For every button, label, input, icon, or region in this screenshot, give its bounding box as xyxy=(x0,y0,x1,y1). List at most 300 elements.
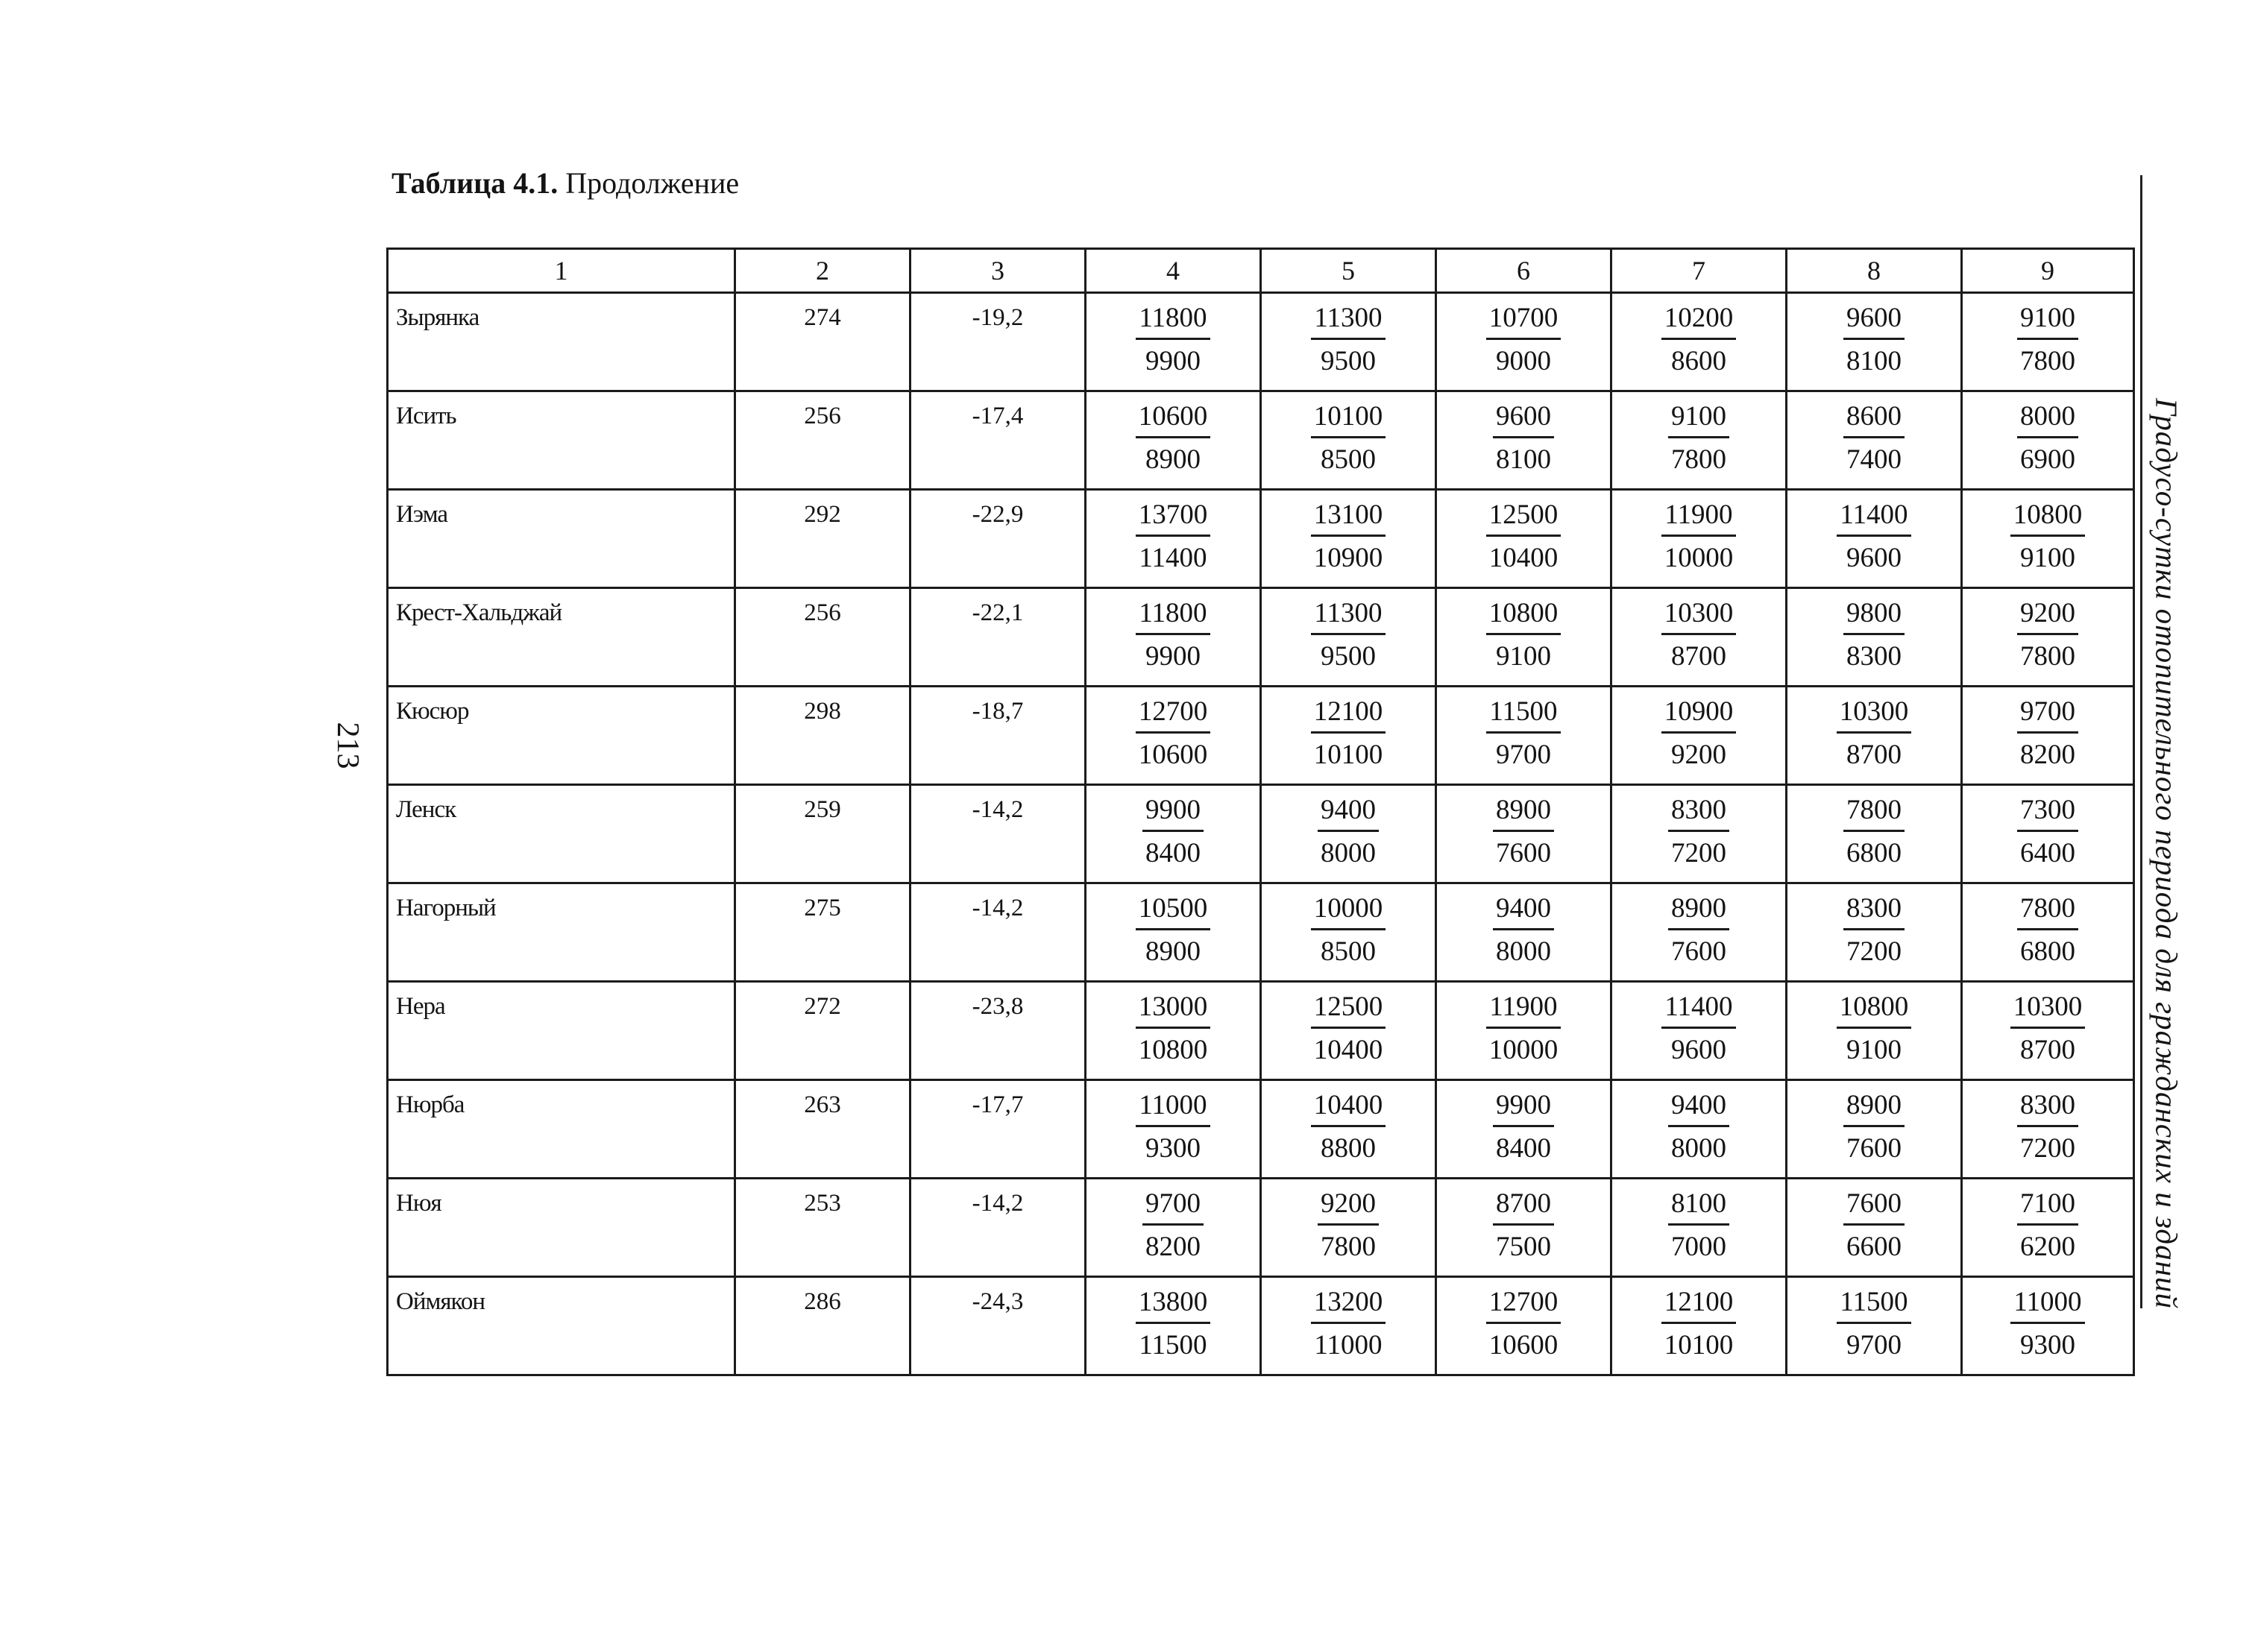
denominator: 6400 xyxy=(2020,838,2075,868)
column-2-value: 274 xyxy=(735,293,911,391)
column-8-fraction xyxy=(1787,982,1962,1080)
fraction xyxy=(2017,403,2078,473)
denominator: 8000 xyxy=(1496,936,1551,967)
numerator: 12500 xyxy=(1311,993,1386,1029)
denominator: 8200 xyxy=(2020,740,2075,770)
numerator: 13800 xyxy=(1136,1288,1211,1324)
running-header-text: Градусо-сутки отопительного периода для гражданских и зданий xyxy=(2149,398,2184,1309)
fraction xyxy=(1311,501,1386,572)
column-2-value: 253 xyxy=(735,1179,911,1277)
column-4-fraction xyxy=(1086,293,1261,391)
fraction xyxy=(1661,1288,1737,1359)
fraction xyxy=(1661,501,1735,572)
numerator: 11300 xyxy=(1311,599,1385,635)
denominator: 6800 xyxy=(2020,936,2075,967)
fraction xyxy=(1136,403,1211,473)
fraction xyxy=(1136,501,1211,572)
settlement-name: Нагорный xyxy=(388,883,735,982)
numerator: 7800 xyxy=(2017,895,2078,930)
denominator: 6600 xyxy=(1846,1232,1902,1262)
numerator: 10900 xyxy=(1661,698,1737,734)
numerator: 11000 xyxy=(2010,1288,2084,1324)
denominator: 10900 xyxy=(1313,543,1383,573)
numerator: 11300 xyxy=(1311,304,1385,340)
denominator: 7600 xyxy=(1846,1133,1902,1164)
fraction xyxy=(1136,1288,1211,1359)
column-8-fraction xyxy=(1787,1080,1962,1179)
column-5-fraction xyxy=(1261,293,1436,391)
column-5-fraction xyxy=(1261,391,1436,490)
column-2-value: 263 xyxy=(735,1080,911,1179)
numerator: 9600 xyxy=(1493,403,1554,438)
page-number: 213 xyxy=(330,722,365,769)
denominator: 7800 xyxy=(2020,346,2075,376)
fraction xyxy=(1843,1091,1905,1162)
numerator: 11500 xyxy=(1486,698,1560,734)
table-row xyxy=(388,883,2134,982)
numerator: 8900 xyxy=(1493,796,1554,832)
denominator: 8100 xyxy=(1846,346,1902,376)
fraction xyxy=(1136,304,1210,375)
denominator: 6900 xyxy=(2020,444,2075,475)
denominator: 7200 xyxy=(1846,936,1902,967)
column-number-7: 7 xyxy=(1611,249,1787,293)
table-caption-label: Таблица 4.1. xyxy=(391,166,559,200)
settlement-name: Нюрба xyxy=(388,1080,735,1179)
fraction xyxy=(1493,1190,1554,1261)
denominator: 8300 xyxy=(1846,641,1902,672)
fraction xyxy=(1142,796,1204,867)
settlement-name: Нера xyxy=(388,982,735,1080)
column-7-fraction xyxy=(1611,391,1787,490)
fraction xyxy=(2017,698,2078,769)
column-4-fraction xyxy=(1086,785,1261,883)
column-number-8: 8 xyxy=(1787,249,1962,293)
numerator: 8700 xyxy=(1493,1190,1554,1226)
denominator: 9700 xyxy=(1495,740,1551,770)
table-row xyxy=(388,490,2134,588)
fraction xyxy=(1486,501,1561,572)
header-row xyxy=(388,249,2134,293)
column-9-fraction xyxy=(1962,490,2134,588)
denominator: 7000 xyxy=(1671,1232,1726,1262)
denominator: 10400 xyxy=(1488,543,1559,573)
fraction xyxy=(1311,895,1386,965)
denominator: 7400 xyxy=(1846,444,1902,475)
column-2-value: 259 xyxy=(735,785,911,883)
column-3-value: -24,3 xyxy=(911,1277,1086,1375)
fraction xyxy=(1311,403,1386,473)
settlement-name: Иэма xyxy=(388,490,735,588)
settlement-name: Крест-Хальджай xyxy=(388,588,735,687)
denominator: 10000 xyxy=(1664,543,1734,573)
column-6-fraction xyxy=(1436,1277,1611,1375)
denominator: 8900 xyxy=(1145,936,1201,967)
denominator: 9500 xyxy=(1320,641,1376,672)
column-8-fraction xyxy=(1787,1179,1962,1277)
numerator: 13100 xyxy=(1311,501,1386,537)
denominator: 7500 xyxy=(1496,1232,1551,1262)
fraction xyxy=(1668,796,1729,867)
fraction xyxy=(1843,599,1905,670)
fraction xyxy=(1661,599,1737,670)
column-8-fraction xyxy=(1787,883,1962,982)
column-2-value: 256 xyxy=(735,391,911,490)
table-row xyxy=(388,785,2134,883)
denominator: 8500 xyxy=(1321,936,1376,967)
fraction xyxy=(1311,599,1385,670)
column-5-fraction xyxy=(1261,883,1436,982)
fraction xyxy=(1493,1091,1554,1162)
denominator: 10100 xyxy=(1664,1330,1734,1361)
fraction xyxy=(2017,599,2078,670)
column-2-value: 292 xyxy=(735,490,911,588)
column-2-value: 286 xyxy=(735,1277,911,1375)
numerator: 9700 xyxy=(1142,1190,1204,1226)
numerator: 9400 xyxy=(1318,796,1379,832)
numerator: 12700 xyxy=(1136,698,1211,734)
column-2-value: 275 xyxy=(735,883,911,982)
fraction xyxy=(1493,403,1554,473)
table-row xyxy=(388,687,2134,785)
table-row xyxy=(388,982,2134,1080)
fraction xyxy=(1843,1190,1905,1261)
numerator: 11400 xyxy=(1837,501,1910,537)
column-9-fraction xyxy=(1962,785,2134,883)
numerator: 9400 xyxy=(1493,895,1554,930)
degree-days-table xyxy=(386,248,2135,1376)
numerator: 7100 xyxy=(2017,1190,2078,1226)
numerator: 8300 xyxy=(1668,796,1729,832)
fraction xyxy=(2017,796,2078,867)
fraction xyxy=(1136,599,1210,670)
column-5-fraction xyxy=(1261,687,1436,785)
denominator: 8600 xyxy=(1671,346,1726,376)
numerator: 9700 xyxy=(2017,698,2078,734)
column-7-fraction xyxy=(1611,982,1787,1080)
numerator: 8000 xyxy=(2017,403,2078,438)
fraction xyxy=(1486,304,1561,375)
fraction xyxy=(1661,993,1735,1064)
numerator: 12100 xyxy=(1661,1288,1737,1324)
fraction xyxy=(2017,304,2078,375)
column-2-value: 256 xyxy=(735,588,911,687)
column-8-fraction xyxy=(1787,293,1962,391)
fraction xyxy=(1668,1190,1729,1261)
table-caption xyxy=(391,168,739,198)
denominator: 8700 xyxy=(2020,1035,2075,1065)
table-row xyxy=(388,1080,2134,1179)
column-7-fraction xyxy=(1611,293,1787,391)
column-3-value: -14,2 xyxy=(911,883,1086,982)
fraction xyxy=(1661,304,1737,375)
fraction xyxy=(1486,1288,1561,1359)
table-row xyxy=(388,1179,2134,1277)
fraction xyxy=(1486,599,1561,670)
column-9-fraction xyxy=(1962,1277,2134,1375)
column-7-fraction xyxy=(1611,785,1787,883)
denominator: 7800 xyxy=(1321,1232,1376,1262)
column-3-value: -17,7 xyxy=(911,1080,1086,1179)
column-5-fraction xyxy=(1261,1080,1436,1179)
fraction xyxy=(1661,698,1737,769)
column-9-fraction xyxy=(1962,588,2134,687)
column-number-6: 6 xyxy=(1436,249,1611,293)
column-6-fraction xyxy=(1436,1179,1611,1277)
column-number-4: 4 xyxy=(1086,249,1261,293)
fraction xyxy=(1136,698,1211,769)
numerator: 9900 xyxy=(1142,796,1204,832)
column-3-value: -14,2 xyxy=(911,1179,1086,1277)
numerator: 7300 xyxy=(2017,796,2078,832)
denominator: 8800 xyxy=(1321,1133,1376,1164)
numerator: 10200 xyxy=(1661,304,1737,340)
column-9-fraction xyxy=(1962,293,2134,391)
column-3-value: -23,8 xyxy=(911,982,1086,1080)
column-7-fraction xyxy=(1611,588,1787,687)
column-3-value: -14,2 xyxy=(911,785,1086,883)
fraction xyxy=(2017,895,2078,965)
denominator: 6200 xyxy=(2020,1232,2075,1262)
table-row xyxy=(388,1277,2134,1375)
fraction xyxy=(1493,796,1554,867)
denominator: 10600 xyxy=(1488,1330,1559,1361)
fraction xyxy=(1668,1091,1729,1162)
fraction xyxy=(1311,1288,1386,1359)
numerator: 11500 xyxy=(1837,1288,1910,1324)
numerator: 8900 xyxy=(1843,1091,1905,1127)
column-4-fraction xyxy=(1086,391,1261,490)
column-7-fraction xyxy=(1611,883,1787,982)
fraction xyxy=(1843,895,1905,965)
column-7-fraction xyxy=(1611,1179,1787,1277)
column-5-fraction xyxy=(1261,982,1436,1080)
fraction xyxy=(1318,796,1379,867)
denominator: 8700 xyxy=(1671,641,1726,672)
fraction xyxy=(1136,895,1211,965)
table-row xyxy=(388,588,2134,687)
fraction xyxy=(1486,698,1560,769)
column-3-value: -19,2 xyxy=(911,293,1086,391)
fraction xyxy=(1843,796,1905,867)
column-number-5: 5 xyxy=(1261,249,1436,293)
numerator: 8900 xyxy=(1668,895,1729,930)
column-2-value: 298 xyxy=(735,687,911,785)
fraction xyxy=(1311,993,1386,1064)
denominator: 7600 xyxy=(1496,838,1551,868)
column-6-fraction xyxy=(1436,982,1611,1080)
column-number-1: 1 xyxy=(388,249,735,293)
denominator: 8400 xyxy=(1145,838,1201,868)
denominator: 9200 xyxy=(1671,740,1726,770)
numerator: 13200 xyxy=(1311,1288,1386,1324)
denominator: 9100 xyxy=(1846,1035,1902,1065)
denominator: 8900 xyxy=(1145,444,1201,475)
column-4-fraction xyxy=(1086,982,1261,1080)
column-4-fraction xyxy=(1086,1080,1261,1179)
column-4-fraction xyxy=(1086,1179,1261,1277)
column-6-fraction xyxy=(1436,1080,1611,1179)
numerator: 10400 xyxy=(1311,1091,1386,1127)
column-9-fraction xyxy=(1962,687,2134,785)
column-6-fraction xyxy=(1436,785,1611,883)
column-4-fraction xyxy=(1086,588,1261,687)
numerator: 9800 xyxy=(1843,599,1905,635)
denominator: 11000 xyxy=(1314,1330,1383,1361)
numerator: 10600 xyxy=(1136,403,1211,438)
denominator: 8700 xyxy=(1846,740,1902,770)
numerator: 12500 xyxy=(1486,501,1561,537)
numerator: 10300 xyxy=(2010,993,2086,1029)
running-header xyxy=(2151,398,2182,1309)
column-6-fraction xyxy=(1436,293,1611,391)
numerator: 10700 xyxy=(1486,304,1561,340)
fraction xyxy=(1843,403,1905,473)
fraction xyxy=(1837,993,1912,1064)
numerator: 10500 xyxy=(1136,895,1211,930)
column-5-fraction xyxy=(1261,785,1436,883)
fraction xyxy=(1136,993,1211,1064)
numerator: 11400 xyxy=(1661,993,1735,1029)
fraction xyxy=(2010,993,2086,1064)
numerator: 8300 xyxy=(2017,1091,2078,1127)
denominator: 6800 xyxy=(1846,838,1902,868)
numerator: 11900 xyxy=(1486,993,1560,1029)
denominator: 10800 xyxy=(1138,1035,1208,1065)
denominator: 9300 xyxy=(2019,1330,2075,1361)
column-9-fraction xyxy=(1962,883,2134,982)
numerator: 10800 xyxy=(1486,599,1561,635)
table-caption-continuation: Продолжение xyxy=(558,166,740,200)
column-8-fraction xyxy=(1787,687,1962,785)
denominator: 7800 xyxy=(2020,641,2075,672)
numerator: 10800 xyxy=(1837,993,1912,1029)
denominator: 9700 xyxy=(1846,1330,1902,1361)
settlement-name: Исить xyxy=(388,391,735,490)
settlement-name: Кюсюр xyxy=(388,687,735,785)
fraction xyxy=(1837,1288,1910,1359)
numerator: 7600 xyxy=(1843,1190,1905,1226)
numerator: 9400 xyxy=(1668,1091,1729,1127)
column-4-fraction xyxy=(1086,1277,1261,1375)
column-6-fraction xyxy=(1436,490,1611,588)
numerator: 9200 xyxy=(2017,599,2078,635)
column-4-fraction xyxy=(1086,883,1261,982)
numerator: 11900 xyxy=(1661,501,1735,537)
numerator: 9100 xyxy=(2017,304,2078,340)
column-9-fraction xyxy=(1962,982,2134,1080)
column-number-3: 3 xyxy=(911,249,1086,293)
fraction xyxy=(1136,1091,1210,1162)
column-3-value: -22,9 xyxy=(911,490,1086,588)
numerator: 10100 xyxy=(1311,403,1386,438)
fraction xyxy=(1668,895,1729,965)
denominator: 7200 xyxy=(1671,838,1726,868)
fraction xyxy=(1837,698,1912,769)
numerator: 9900 xyxy=(1493,1091,1554,1127)
column-number-2: 2 xyxy=(735,249,911,293)
numerator: 10000 xyxy=(1311,895,1386,930)
numerator: 12700 xyxy=(1486,1288,1561,1324)
denominator: 9000 xyxy=(1496,346,1551,376)
denominator: 11400 xyxy=(1139,543,1207,573)
column-5-fraction xyxy=(1261,490,1436,588)
settlement-name: Нюя xyxy=(388,1179,735,1277)
denominator: 9900 xyxy=(1145,641,1201,672)
numerator: 11800 xyxy=(1136,304,1210,340)
column-6-fraction xyxy=(1436,391,1611,490)
column-8-fraction xyxy=(1787,588,1962,687)
settlement-name: Ленск xyxy=(388,785,735,883)
denominator: 8000 xyxy=(1671,1133,1726,1164)
denominator: 8100 xyxy=(1496,444,1551,475)
column-2-value: 272 xyxy=(735,982,911,1080)
numerator: 9200 xyxy=(1318,1190,1379,1226)
denominator: 7600 xyxy=(1671,936,1726,967)
fraction xyxy=(1318,1190,1379,1261)
fraction xyxy=(1493,895,1554,965)
denominator: 9600 xyxy=(1670,1035,1726,1065)
column-6-fraction xyxy=(1436,687,1611,785)
column-7-fraction xyxy=(1611,1080,1787,1179)
column-8-fraction xyxy=(1787,391,1962,490)
column-7-fraction xyxy=(1611,490,1787,588)
fraction xyxy=(2010,501,2086,572)
denominator: 9900 xyxy=(1145,346,1201,376)
denominator: 9100 xyxy=(1496,641,1551,672)
numerator: 8600 xyxy=(1843,403,1905,438)
column-7-fraction xyxy=(1611,1277,1787,1375)
denominator: 8000 xyxy=(1321,838,1376,868)
denominator: 8400 xyxy=(1496,1133,1551,1164)
column-3-value: -22,1 xyxy=(911,588,1086,687)
fraction xyxy=(1668,403,1729,473)
column-8-fraction xyxy=(1787,490,1962,588)
fraction xyxy=(1837,501,1910,572)
column-9-fraction xyxy=(1962,391,2134,490)
column-9-fraction xyxy=(1962,1080,2134,1179)
table-row xyxy=(388,391,2134,490)
numerator: 11000 xyxy=(1136,1091,1210,1127)
column-5-fraction xyxy=(1261,1277,1436,1375)
numerator: 9100 xyxy=(1668,403,1729,438)
numerator: 10300 xyxy=(1837,698,1912,734)
column-7-fraction xyxy=(1611,687,1787,785)
table-body xyxy=(388,249,2134,1375)
numerator: 13700 xyxy=(1136,501,1211,537)
denominator: 10100 xyxy=(1313,740,1383,770)
table-row xyxy=(388,293,2134,391)
column-8-fraction xyxy=(1787,785,1962,883)
numerator: 10800 xyxy=(2010,501,2086,537)
fraction xyxy=(1843,304,1905,375)
fraction xyxy=(1311,698,1386,769)
column-6-fraction xyxy=(1436,883,1611,982)
denominator: 9600 xyxy=(1846,543,1902,573)
numerator: 10300 xyxy=(1661,599,1737,635)
column-8-fraction xyxy=(1787,1277,1962,1375)
settlement-name: Оймякон xyxy=(388,1277,735,1375)
numerator: 8100 xyxy=(1668,1190,1729,1226)
running-header-rule xyxy=(2140,175,2142,1308)
denominator: 9500 xyxy=(1320,346,1376,376)
numerator: 13000 xyxy=(1136,993,1211,1029)
column-3-value: -17,4 xyxy=(911,391,1086,490)
column-4-fraction xyxy=(1086,687,1261,785)
column-number-9: 9 xyxy=(1962,249,2134,293)
fraction xyxy=(1486,993,1560,1064)
fraction xyxy=(2017,1091,2078,1162)
